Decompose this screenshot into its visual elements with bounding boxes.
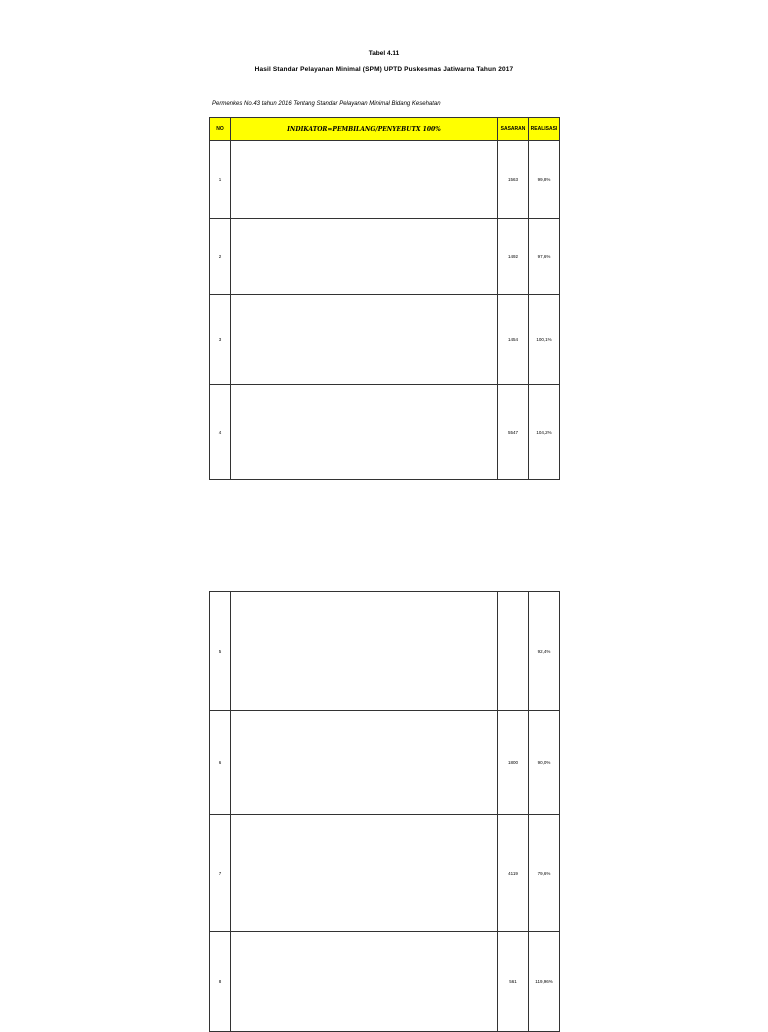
formula-cell bbox=[231, 219, 498, 295]
row-number: 6 bbox=[210, 711, 231, 815]
row-number: 7 bbox=[210, 815, 231, 932]
realization-value: 100,1% bbox=[529, 295, 560, 385]
formula-cell bbox=[231, 295, 498, 385]
formula-cell bbox=[231, 932, 498, 1032]
table-row bbox=[210, 219, 560, 295]
realization-value: 97,6% bbox=[529, 219, 560, 295]
formula-cell bbox=[231, 711, 498, 815]
realization-value: 90,0% bbox=[529, 711, 560, 815]
table-row bbox=[210, 815, 560, 932]
formula-cell bbox=[231, 141, 498, 219]
row-number: 3 bbox=[210, 295, 231, 385]
formula-cell bbox=[231, 385, 498, 480]
regulation-note: Permenkes No.43 tahun 2016 Tentang Standar Pelayanan Minimal Bidang Kesehatan bbox=[212, 101, 441, 107]
spm-table-part-2 bbox=[209, 591, 560, 1032]
realization-value: 119,96% bbox=[529, 932, 560, 1032]
table-row bbox=[210, 385, 560, 480]
table-subtitle: Hasil Standar Pelayanan Minimal (SPM) UPTD Puskesmas Jatiwarna Tahun 2017 bbox=[254, 66, 514, 73]
formula-cell bbox=[231, 815, 498, 932]
target-value: 561 bbox=[498, 932, 529, 1032]
spm-table-part-1 bbox=[209, 117, 560, 480]
target-value bbox=[498, 592, 529, 711]
target-value: 4119 bbox=[498, 815, 529, 932]
row-number: 8 bbox=[210, 932, 231, 1032]
target-value: 1492 bbox=[498, 219, 529, 295]
realization-value: 99,8% bbox=[529, 141, 560, 219]
row-number: 5 bbox=[210, 592, 231, 711]
table-row bbox=[210, 295, 560, 385]
table-row bbox=[210, 592, 560, 711]
row-number: 4 bbox=[210, 385, 231, 480]
table-row bbox=[210, 932, 560, 1032]
column-header-indicator: INDIKATOR=PEMBILANG/PENYEBUTX 100% bbox=[231, 118, 498, 141]
column-header-no: NO bbox=[210, 118, 231, 141]
target-value: 1563 bbox=[498, 141, 529, 219]
realization-value: 79,6% bbox=[529, 815, 560, 932]
row-number: 1 bbox=[210, 141, 231, 219]
column-header-target: SASARAN bbox=[498, 118, 529, 141]
table-title: Tabel 4.11 bbox=[368, 50, 400, 57]
table-row bbox=[210, 711, 560, 815]
realization-value: 104,2% bbox=[529, 385, 560, 480]
column-header-realization: REALISASI bbox=[529, 118, 560, 141]
table-header-row bbox=[210, 118, 560, 141]
target-value: 5547 bbox=[498, 385, 529, 480]
target-value: 1454 bbox=[498, 295, 529, 385]
formula-cell bbox=[231, 592, 498, 711]
row-number: 2 bbox=[210, 219, 231, 295]
table-row bbox=[210, 141, 560, 219]
realization-value: 92,4% bbox=[529, 592, 560, 711]
target-value: 1800 bbox=[498, 711, 529, 815]
